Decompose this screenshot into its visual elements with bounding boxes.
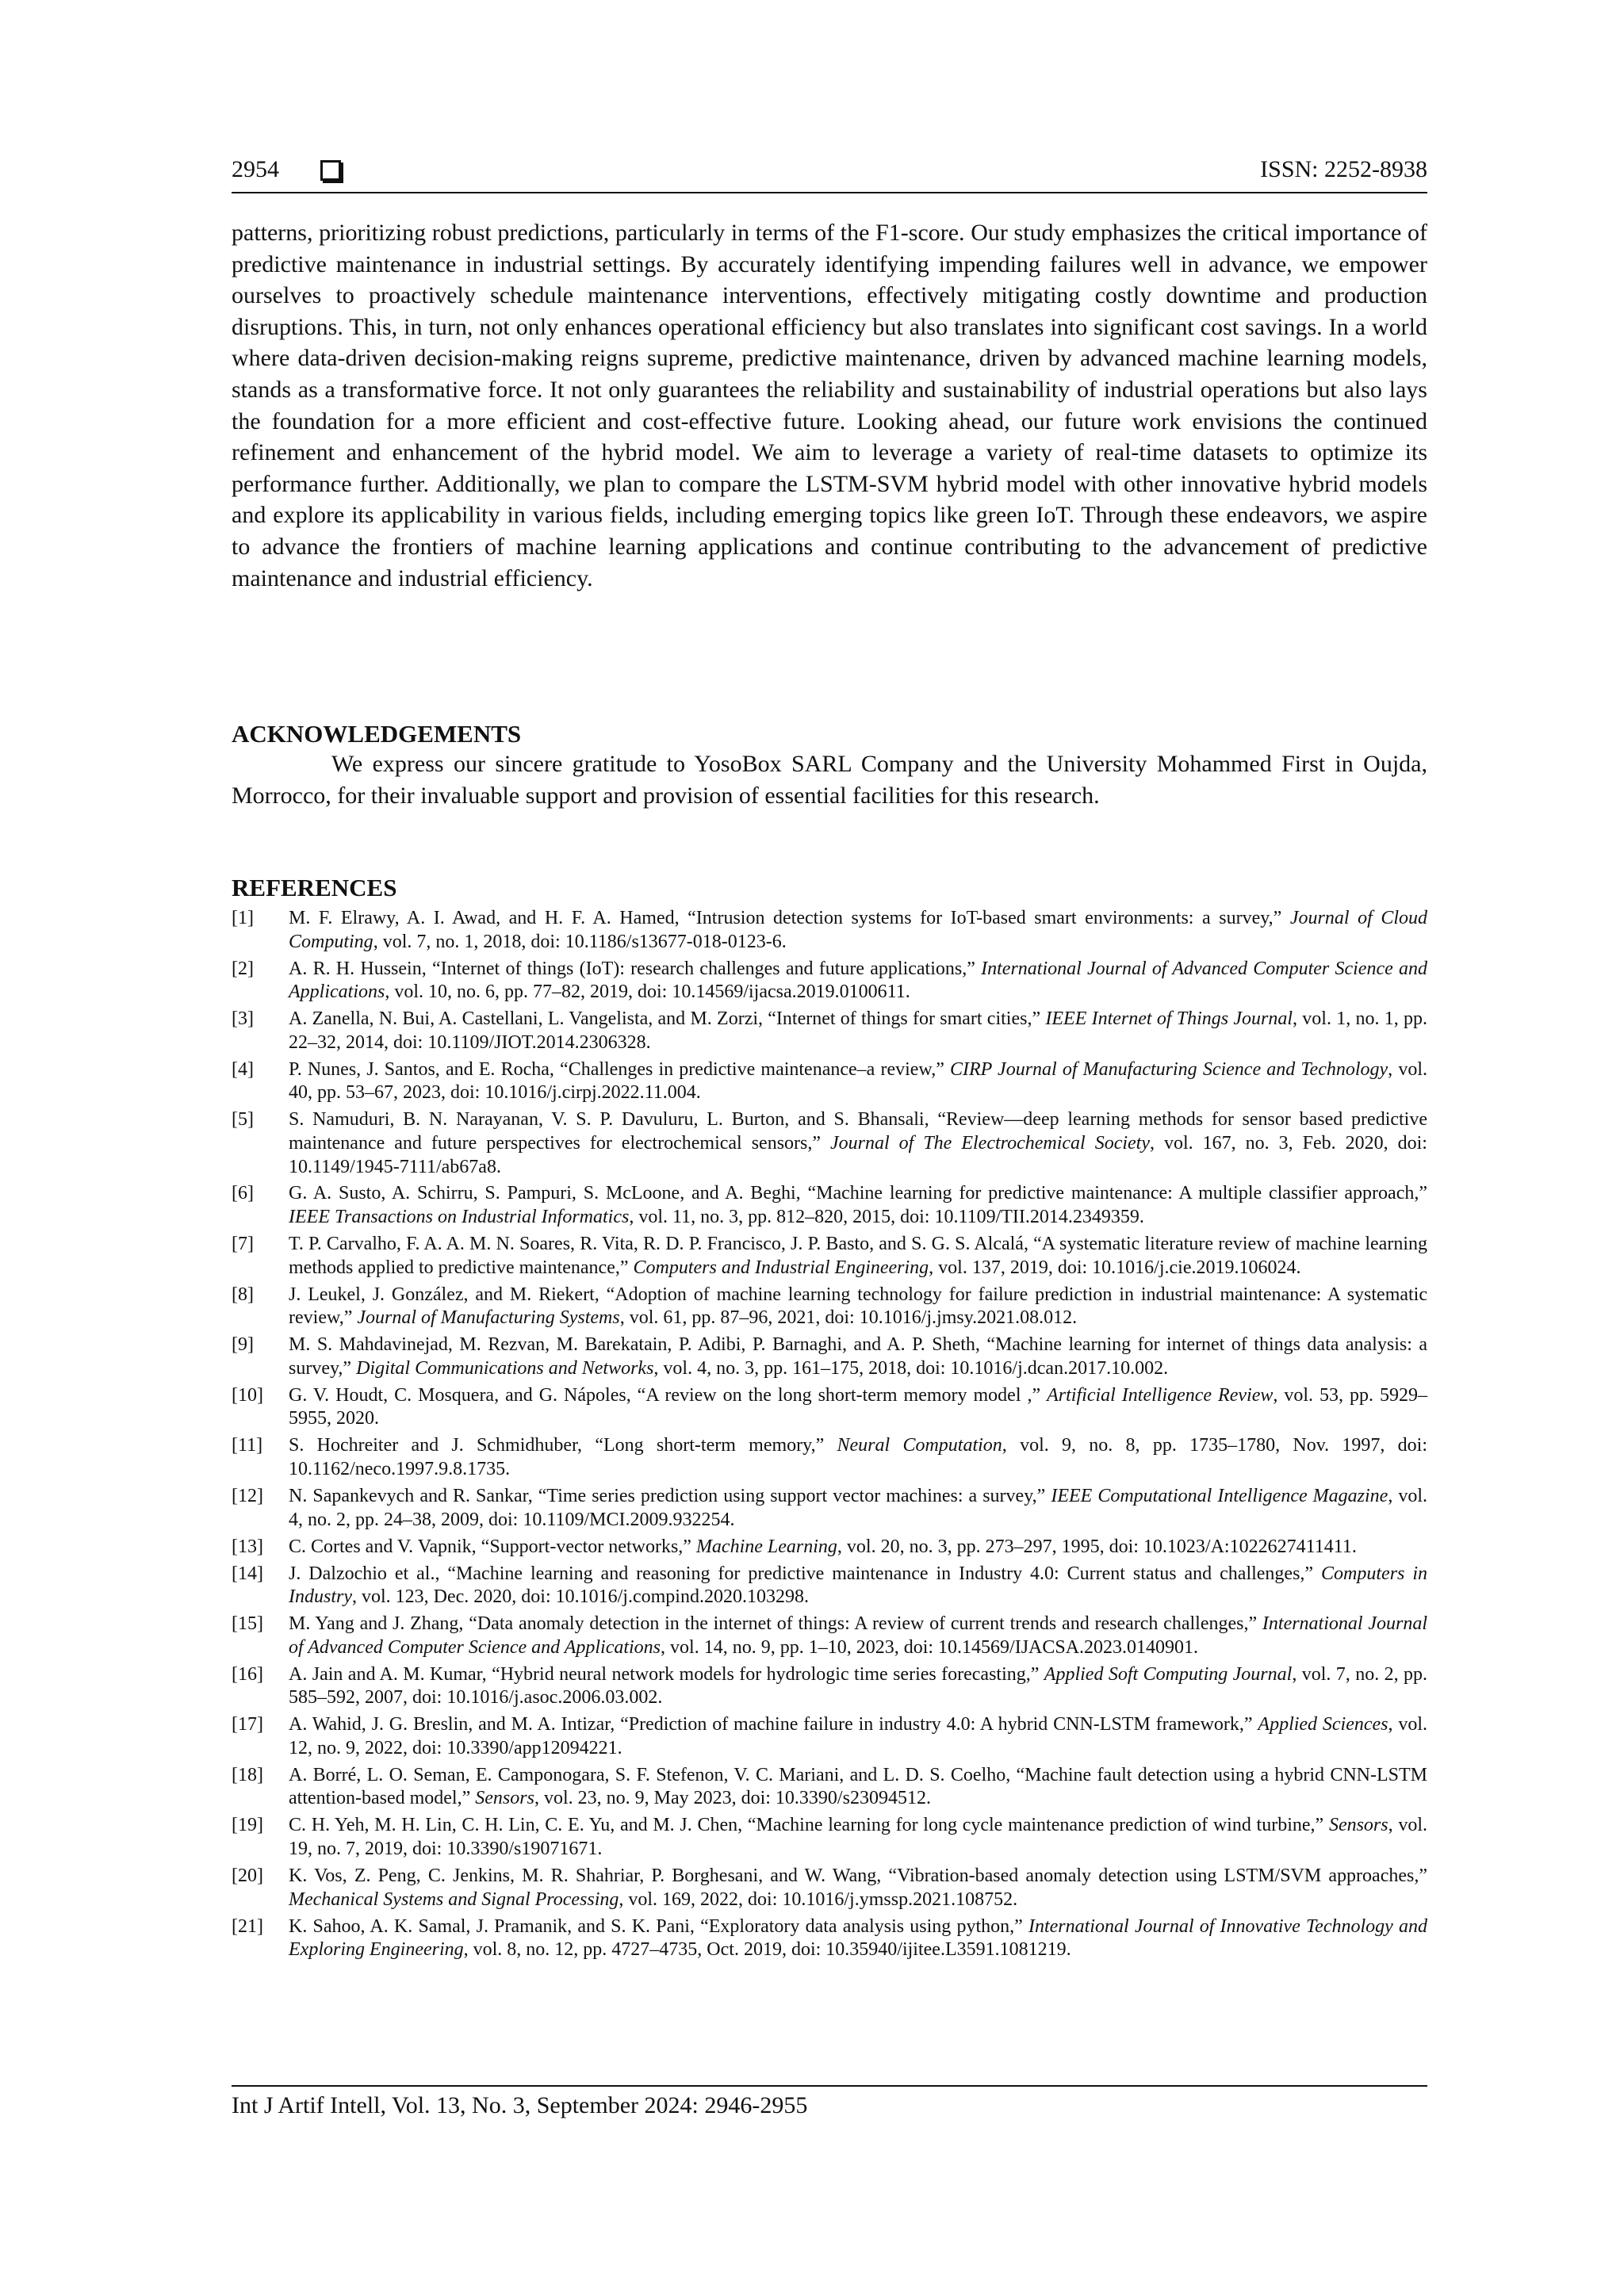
- reference-number: [14]: [232, 1563, 263, 1584]
- reference-details: , vol. 14, no. 9, pp. 1–10, 2023, doi: 10.14569/IJACSA.2023.0140901.: [661, 1636, 1199, 1658]
- reference-authors-title: J. Leukel, J. González, and M. Riekert, “Adoption of machine learning technology for failure prediction in industrial maintenance: A systematic review,”: [289, 1284, 1427, 1329]
- reference-venue: International Journal of Innovative Technology and Exploring Engineering: [289, 1915, 1427, 1961]
- reference-item: [232, 958, 1427, 1004]
- square-icon: [320, 160, 341, 181]
- reference-venue: IEEE Transactions on Industrial Informatics: [289, 1207, 630, 1228]
- paper-page: [232, 0, 1427, 2296]
- acknowledgements-heading: ACKNOWLEDGEMENTS: [232, 720, 522, 748]
- reference-number: [2]: [232, 958, 254, 979]
- reference-number: [11]: [232, 1435, 263, 1456]
- references-heading: REFERENCES: [232, 874, 397, 901]
- reference-details: , vol. 10, no. 6, pp. 77–82, 2019, doi: 10.14569/ijacsa.2019.0100611.: [385, 982, 910, 1003]
- reference-item: [232, 1713, 1427, 1760]
- reference-item: [232, 1108, 1427, 1179]
- reference-number: [10]: [232, 1384, 263, 1406]
- reference-details: , vol. 11, no. 3, pp. 812–820, 2015, doi: 10.1109/TII.2014.2349359.: [629, 1207, 1144, 1228]
- reference-number: [18]: [232, 1764, 263, 1785]
- reference-details: , vol. 7, no. 2, pp. 585–592, 2007, doi: 10.1016/j.asoc.2006.03.002.: [289, 1663, 1427, 1709]
- reference-item: [232, 1764, 1427, 1811]
- reference-item: [232, 907, 1427, 954]
- reference-venue: International Journal of Advanced Computer Science and Applications: [289, 1613, 1427, 1658]
- issn-label: ISSN: 2252-8938: [1260, 156, 1427, 182]
- reference-details: , vol. 19, no. 7, 2019, doi: 10.3390/s19071671.: [289, 1815, 1428, 1859]
- reference-authors-title: S. Hochreiter and J. Schmidhuber, “Long short-term memory,”: [289, 1435, 837, 1456]
- reference-item: [232, 1814, 1427, 1861]
- reference-details: , vol. 20, no. 3, pp. 273–297, 1995, doi: 10.1023/A:1022627411411.: [837, 1536, 1357, 1557]
- reference-number: [16]: [232, 1663, 263, 1685]
- reference-number: [13]: [232, 1536, 263, 1557]
- reference-venue: IEEE Internet of Things Journal: [1045, 1008, 1293, 1030]
- reference-venue: Artificial Intelligence Review: [1047, 1384, 1274, 1406]
- reference-number: [5]: [232, 1109, 254, 1131]
- reference-venue: Computers in Industry: [289, 1563, 1427, 1608]
- reference-item: [232, 1384, 1427, 1431]
- reference-venue: Sensors: [475, 1788, 534, 1809]
- reference-authors-title: G. V. Houdt, C. Mosquera, and G. Nápoles, “A review on the long short-term memory model ,”: [289, 1384, 1048, 1406]
- reference-item: [232, 1865, 1427, 1911]
- reference-authors-title: N. Sapankevych and R. Sankar, “Time series prediction using support vector machines: a survey,”: [289, 1485, 1051, 1506]
- reference-item: [232, 1334, 1427, 1380]
- page-number: 2954: [232, 156, 279, 182]
- reference-details: , vol. 61, pp. 87–96, 2021, doi: 10.1016/j.jmsy.2021.08.012.: [619, 1307, 1078, 1329]
- reference-venue: Applied Soft Computing Journal: [1044, 1663, 1293, 1685]
- reference-venue: Journal of The Electrochemical Society: [830, 1132, 1150, 1154]
- reference-item: [232, 1613, 1427, 1659]
- reference-authors-title: A. Zanella, N. Bui, A. Castellani, L. Vangelista, and M. Zorzi, “Internet of things for smart cities,”: [289, 1008, 1046, 1030]
- reference-authors-title: C. Cortes and V. Vapnik, “Support-vector networks,”: [289, 1536, 696, 1557]
- reference-details: , vol. 123, Dec. 2020, doi: 10.1016/j.compind.2020.103298.: [352, 1586, 809, 1608]
- reference-details: , vol. 12, no. 9, 2022, doi: 10.3390/app12094221.: [289, 1714, 1428, 1758]
- reference-number: [12]: [232, 1485, 263, 1506]
- reference-number: [21]: [232, 1915, 263, 1937]
- reference-venue: Computers and Industrial Engineering: [633, 1257, 929, 1278]
- reference-authors-title: C. H. Yeh, M. H. Lin, C. H. Lin, C. E. Yu, and M. J. Chen, “Machine learning for long cycle maintenance prediction of wind turbine,”: [289, 1815, 1329, 1836]
- reference-venue: CIRP Journal of Manufacturing Science and Technology: [950, 1058, 1388, 1080]
- reference-authors-title: P. Nunes, J. Santos, and E. Rocha, “Challenges in predictive maintenance–a review,”: [289, 1058, 951, 1080]
- reference-item: [232, 1915, 1427, 1962]
- reference-number: [15]: [232, 1613, 263, 1635]
- reference-venue: Journal of Cloud Computing: [289, 908, 1427, 952]
- reference-authors-title: A. Jain and A. M. Kumar, “Hybrid neural network models for hydrologic time series forecasting,”: [289, 1663, 1044, 1685]
- page-footer: Int J Artif Intell, Vol. 13, No. 3, September 2024: 2946-2955: [232, 2092, 808, 2118]
- reference-number: [17]: [232, 1714, 263, 1735]
- reference-venue: Neural Computation: [837, 1435, 1002, 1456]
- reference-item: [232, 1663, 1427, 1710]
- reference-number: [7]: [232, 1234, 254, 1255]
- reference-details: , vol. 137, 2019, doi: 10.1016/j.cie.2019.106024.: [929, 1257, 1301, 1278]
- reference-venue: Sensors: [1328, 1815, 1388, 1836]
- reference-details: , vol. 40, pp. 53–67, 2023, doi: 10.1016/j.cirpj.2022.11.004.: [289, 1058, 1427, 1104]
- reference-details: , vol. 53, pp. 5929–5955, 2020.: [289, 1384, 1427, 1429]
- reference-details: , vol. 4, no. 2, pp. 24–38, 2009, doi: 10.1109/MCI.2009.932254.: [289, 1485, 1428, 1530]
- reference-authors-title: A. R. H. Hussein, “Internet of things (IoT): research challenges and future applications,”: [289, 958, 982, 979]
- reference-item: [232, 1058, 1427, 1105]
- reference-authors-title: K. Sahoo, A. K. Samal, J. Pramanik, and S. K. Pani, “Exploratory data analysis using python,”: [289, 1915, 1028, 1937]
- reference-details: , vol. 1, no. 1, pp. 22–32, 2014, doi: 10.1109/JIOT.2014.2306328.: [289, 1008, 1428, 1053]
- reference-authors-title: S. Namuduri, B. N. Narayanan, V. S. P. Davuluru, L. Burton, and S. Bhansali, “Review—deep learning methods for sensor based predictive maintenance and future perspectives for electrochemical sensors,”: [289, 1109, 1427, 1154]
- reference-venue: Machine Learning: [695, 1536, 837, 1557]
- page-header: [232, 154, 1427, 193]
- reference-details: , vol. 23, no. 9, May 2023, doi: 10.3390/s23094512.: [534, 1788, 931, 1809]
- reference-venue: Applied Sciences: [1258, 1714, 1388, 1735]
- footer-divider: [232, 2085, 1427, 2087]
- reference-number: [1]: [232, 908, 254, 928]
- reference-details: , vol. 9, no. 8, pp. 1735–1780, Nov. 1997, doi: 10.1162/neco.1997.9.8.1735.: [289, 1435, 1428, 1479]
- reference-details: , vol. 169, 2022, doi: 10.1016/j.ymssp.2021.108752.: [619, 1888, 1018, 1910]
- reference-venue: Digital Communications and Networks: [356, 1357, 654, 1379]
- reference-number: [19]: [232, 1815, 263, 1836]
- reference-details: , vol. 4, no. 3, pp. 161–175, 2018, doi: 10.1016/j.dcan.2017.10.002.: [653, 1357, 1169, 1379]
- reference-venue: IEEE Computational Intelligence Magazine: [1051, 1485, 1388, 1506]
- reference-item: [232, 1182, 1427, 1229]
- reference-number: [8]: [232, 1284, 254, 1305]
- reference-number: [20]: [232, 1865, 263, 1886]
- reference-item: [232, 1536, 1427, 1559]
- reference-venue: International Journal of Advanced Computer Science and Applications: [289, 958, 1427, 1003]
- reference-item: [232, 1008, 1427, 1054]
- body-paragraph: patterns, prioritizing robust predictions, particularly in terms of the F1-score. Our study emphasizes the critical importance of predictive maintenance in industrial settings. By accurately identifying impending failures well in advance, we empower ourselves to proactively schedule maintenance interventions, effectively mitigating costly downtime and production disruptions. This, in turn, not only enhances operational efficiency but also translates into significant cost savings. In a world where data-driven decision-making reigns supreme, predictive maintenance, driven by advanced machine learning models, stands as a transformative force. It not only guarantees the reliability and sustainability of industrial operations but also lays the foundation for a more efficient and cost-effective future. Looking ahead, our future work envisions the continued refinement and enhancement of the hybrid model. We aim to leverage a variety of real-time datasets to optimize its performance further. Additionally, we plan to compare the LSTM-SVM hybrid model with other innovative hybrid models and explore its applicability in various fields, including emerging topics like green IoT. Through these endeavors, we aspire to advance the frontiers of machine learning applications and continue contributing to the advancement of predictive maintenance and industrial efficiency.: [232, 220, 1427, 591]
- header-divider: [232, 192, 1427, 193]
- reference-venue: Mechanical Systems and Signal Processing: [289, 1888, 619, 1910]
- reference-venue: Journal of Manufacturing Systems: [357, 1307, 620, 1329]
- reference-authors-title: G. A. Susto, A. Schirru, S. Pampuri, S. McLoone, and A. Beghi, “Machine learning for predictive maintenance: A multiple classifier approach,”: [289, 1183, 1427, 1204]
- reference-authors-title: M. S. Mahdavinejad, M. Rezvan, M. Barekatain, P. Adibi, P. Barnaghi, and A. P. Sheth, “Machine learning for internet of things data analysis: a survey,”: [289, 1334, 1427, 1379]
- reference-details: , vol. 167, no. 3, Feb. 2020, doi: 10.1149/1945-7111/ab67a8.: [289, 1132, 1427, 1177]
- reference-authors-title: A. Borré, L. O. Seman, E. Camponogara, S. F. Stefenon, V. C. Mariani, and L. D. S. Coelho, “Machine fault detection using a hybrid CNN-LSTM attention-based model,”: [289, 1764, 1427, 1809]
- reference-list: [232, 907, 1427, 1965]
- reference-item: [232, 1434, 1427, 1481]
- reference-item: [232, 1233, 1427, 1280]
- reference-details: , vol. 7, no. 1, 2018, doi: 10.1186/s13677-018-0123-6.: [373, 931, 787, 952]
- reference-item: [232, 1485, 1427, 1532]
- reference-authors-title: A. Wahid, J. G. Breslin, and M. A. Intizar, “Prediction of machine failure in industry 4.0: A hybrid CNN-LSTM framework,”: [289, 1714, 1258, 1735]
- reference-item: [232, 1563, 1427, 1609]
- reference-authors-title: T. P. Carvalho, F. A. A. M. N. Soares, R. Vita, R. D. P. Francisco, J. P. Basto, and S. G. S. Alcalá, “A systematic literature review of machine learning methods applied to predictive maintenance,”: [289, 1234, 1427, 1278]
- reference-number: [4]: [232, 1058, 254, 1080]
- reference-authors-title: J. Dalzochio et al., “Machine learning and reasoning for predictive maintenance in Industry 4.0: Current status and challenges,”: [289, 1563, 1322, 1584]
- reference-number: [9]: [232, 1334, 254, 1356]
- reference-details: , vol. 8, no. 12, pp. 4727–4735, Oct. 2019, doi: 10.35940/ijitee.L3591.1081219.: [463, 1939, 1071, 1961]
- reference-authors-title: M. F. Elrawy, A. I. Awad, and H. F. A. Hamed, “Intrusion detection systems for IoT-based smart environments: a survey,”: [289, 908, 1290, 928]
- reference-item: [232, 1284, 1427, 1330]
- reference-authors-title: K. Vos, Z. Peng, C. Jenkins, M. R. Shahriar, P. Borghesani, and W. Wang, “Vibration-based anomaly detection using LSTM/SVM approaches,”: [289, 1865, 1427, 1886]
- reference-number: [6]: [232, 1183, 254, 1204]
- reference-authors-title: M. Yang and J. Zhang, “Data anomaly detection in the internet of things: A review of current trends and research challenges,”: [289, 1613, 1262, 1635]
- acknowledgements-text: We express our sincere gratitude to YosoBox SARL Company and the University Mohammed First in Oujda, Morrocco, for their invaluable support and provision of essential facilities for this research.: [232, 751, 1427, 809]
- reference-number: [3]: [232, 1008, 254, 1030]
